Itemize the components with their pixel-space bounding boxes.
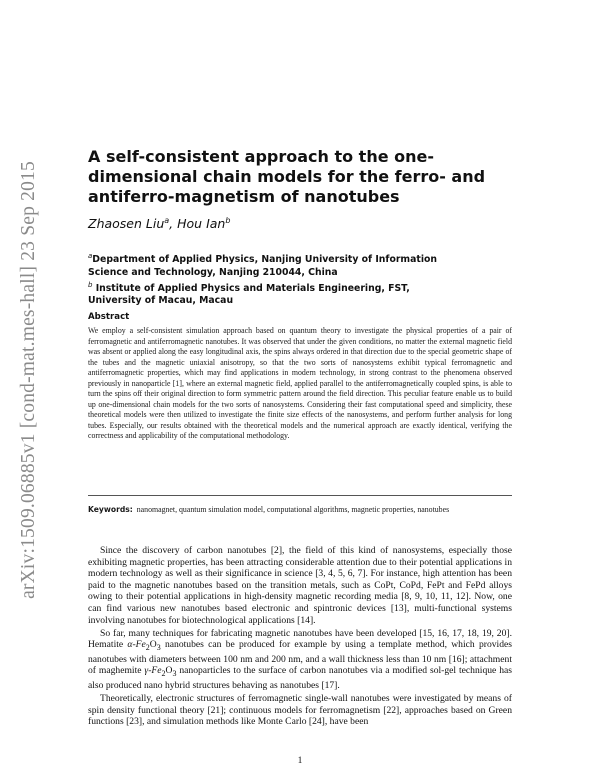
- body-paragraph-1: Since the discovery of carbon nanotubes [2], the field of this kind of nanosystems, especially those exhibiting magnetic properties, has been attracting considerable attention due to their potential applications in modern technology as well as their significance in science [3, 4, 5, 6, 7]. For instance, high attention has been paid to the magnetic nanotubes based on the transition metals, such as CoPt, CoPd, FePt and FePd alloys owing to their potential applications in high-density magnetic recording media [8, 9, 10, 11, 12]. Now, one can find various new nanotubes based electronic and spintronic devices [13], multi-functional systems involving nanotubes for biotechnological applications [14].: [88, 545, 512, 626]
- abstract-divider: [88, 495, 512, 496]
- subscript: 2: [145, 643, 150, 653]
- keywords: [88, 505, 512, 516]
- text-span: O: [165, 665, 173, 677]
- keywords-text: nanomagnet, quantum simulation model, computational algorithms, magnetic properties, nanotubes: [136, 505, 450, 514]
- body-paragraph-3: Theoretically, electronic structures of ferromagnetic single-wall nanotubes were investigated by means of spin density functional theory [21]; continuous models for ferromagnetism [22], approaches based on Green functions [23], and simulation methods like Monte Carlo [24], have been: [88, 693, 512, 728]
- author-list: [88, 216, 230, 231]
- affiliation-a-cont: Science and Technology, Nanjing 210044, China: [88, 266, 338, 278]
- text-span: nanoparticles to the surface of carbon nanotubes via a modified sol-gel technique has also produced nano hybrid structures behaving as nanotubes [17].: [88, 665, 512, 691]
- affiliation-b-line1: Institute of Applied Physics and Materials Engineering, FST,: [92, 283, 410, 294]
- text-span: O: [149, 639, 157, 651]
- subscript: 2: [161, 669, 166, 679]
- affiliation-mark: b: [225, 216, 231, 225]
- affiliation-mark: a: [164, 216, 170, 225]
- page-number: 1: [297, 756, 303, 766]
- body-paragraph-2: [88, 628, 512, 692]
- arxiv-identifier-text: arXiv:1509.06885v1 [cond-mat.mes-hall] 23 Sep 2015: [18, 161, 39, 599]
- affiliation-a: [88, 250, 508, 267]
- affiliation-b: [88, 279, 508, 296]
- formula-alpha: α-Fe: [127, 639, 146, 651]
- affiliation-mark: b: [88, 280, 93, 289]
- body-text: [88, 545, 512, 730]
- text-span: So far, many techniques for fabricating magnetic nanotubes have been developed [15, 16, 17, 18, 19, 20]. Hematite: [88, 627, 512, 651]
- author-name: Hou Ian: [177, 216, 226, 232]
- abstract-heading: Abstract: [88, 312, 130, 322]
- author-name: Zhaosen Liu: [88, 216, 165, 232]
- affiliation-b-cont: University of Macau, Macau: [88, 295, 234, 307]
- keywords-label: Keywords:: [88, 505, 133, 514]
- affiliations: [88, 250, 508, 308]
- text-span: nanotubes can be produced for example by using a template method, which provides nanotubes with diameters between 100 nm and 200 nm, and a wall thickness less than 10 nm [16]; attachment of maghemite: [88, 639, 512, 677]
- affiliation-a-line1: Department of Applied Physics, Nanjing University of Information: [92, 254, 438, 266]
- subscript: 3: [172, 669, 177, 679]
- affiliation-mark: a: [88, 252, 93, 260]
- author-separator: ,: [169, 216, 178, 232]
- abstract-text: We employ a self-consistent simulation approach based on quantum theory to investigate the physical properties of a pair of ferromagnetic and antiferromagnetic nanotubes. It was observed that under the given conditions, no matter the external magnetic field was absent or applied along the easy longitudinal axis, the spins always ordered in that direction due to the special geometric shape of the tubes and the magnetic uniaxial anisotropy, so that the two sorts of nanosystems exhibit typical ferromagnetic and antiferromagnetic properties, which may find applications in modern technology, in strong contrast to the phenomena observed previously in nanoparticle [1], where an external magnetic field, applied parallel to the antiferromagnetically coupled spins, is able to turn the spins off their original direction to form symmetric pattern around the field direction. This peculiar feature enable us to build up one-dimensional chain models for the two sorts of nanosystems. Considering their fast computational speed and simplicity, these theoretical models were then utilized to investigate the finite size effects of the nanosystems, and perform further analysis for long tubes. Especially, our results obtained with the theoretical models and the numerical approach are exactly identical, verifying the correctness and applicability of the computational methodology.: [88, 326, 512, 441]
- paper-title: A self-consistent approach to the one-dimensional chain models for the ferro- and antiferro-magnetism of nanotubes: [88, 147, 486, 206]
- subscript: 3: [156, 643, 161, 653]
- formula-gamma: γ-Fe: [144, 665, 162, 677]
